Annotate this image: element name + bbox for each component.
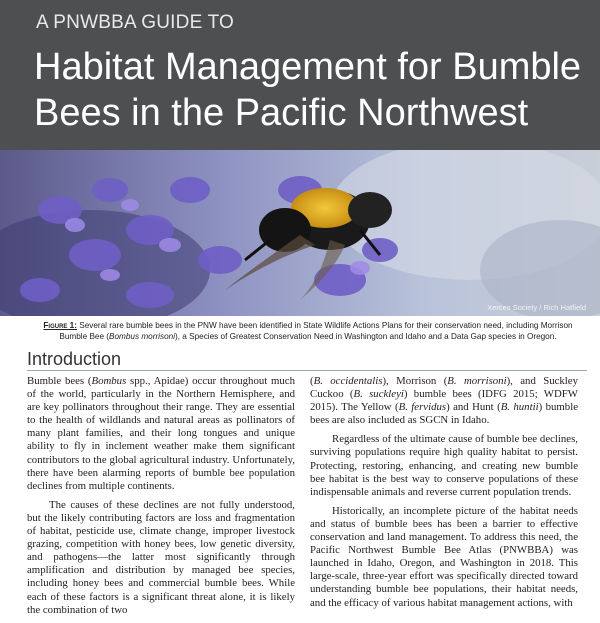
species-name: B. huntii <box>500 401 539 414</box>
body-column-right <box>310 375 578 616</box>
text-run: ) bumble bees (IDFG 2015; WDFW 2015). The Yellow ( <box>310 388 578 414</box>
header-banner <box>0 0 600 150</box>
text-run: ( <box>310 375 314 387</box>
caption-text-part-2: ), a Species of Greatest Conservation Need in Washington and Idaho and a Data Gap species in Oregon. <box>175 332 557 341</box>
species-name: B. suckleyi <box>353 388 404 401</box>
paragraph: Regardless of the ultimate cause of bumble bee declines, surviving populations require high quality habitat to persist. Protecting, restoring, enhancing, and creating new bumble bee habitat is the best way to conserve populations of these indispensable animals and reverse current population trends. <box>310 433 578 498</box>
paragraph: Historically, an incomplete picture of the habitat needs and status of bumble bees has been a barrier to effective conservation and land management. To address this need, the Pacific Northwest Bumble Bee Atlas (PNWBBA) was launched in Idaho, Oregon, and Washington in 2018. This large-scale, three-year effort was specifically directed toward understanding bumble bee populations, their habitat needs, and the efficacy of various habitat management actions, with <box>310 504 578 609</box>
species-name: B. morrisoni <box>447 375 507 387</box>
figure-caption <box>34 320 582 342</box>
species-name: B. occidentalis <box>313 375 383 387</box>
section-heading: Introduction <box>27 349 122 369</box>
text-run: Bumble bees ( <box>27 375 92 387</box>
paragraph: The causes of these declines are not fully understood, but the likely contributing factors are loss and fragmentation of habitat, pesticide use, climate change, improper livestock grazing, competition with honey bees, low genetic diversity, and pathogens—the latter most significantly through amplification and distribution by managed bee species, including honey bees and commercial bumble bees. While each of these factors is a significant threat alone, it is likely the combination of two <box>27 498 295 616</box>
paragraph <box>27 375 295 493</box>
text-run: ), Morrison ( <box>382 375 448 387</box>
body-column-left <box>27 375 295 623</box>
photo-credit: Xerces Society / Rich Hatfield <box>487 303 586 312</box>
figure-label: Figure 1: <box>43 321 77 330</box>
caption-text-part-1: Several rare bumble bees in the PNW have been identified in State Wildlife Actions Plans for their conservation need, including Morrison Bumble Bee ( <box>59 321 573 341</box>
species-name: B. fervidus <box>398 401 447 414</box>
text-run: ), and Suckley Cuckoo ( <box>310 375 578 401</box>
paragraph <box>310 375 578 427</box>
text-run: ) bumble bees are also included as SGCN in Idaho. <box>310 401 578 427</box>
bumble-bee-photo <box>0 150 600 316</box>
document-title: Habitat Management for Bumble Bees in the Pacific Northwest <box>34 46 582 134</box>
text-run: ) and Hunt ( <box>446 401 501 414</box>
text-run: spp., Apidae) occur throughout much of the world, particularly in the Northern Hemisphere, and are key pollinators throughout their range. They are essential to the health of wildlands and natural areas as pollinators of many plant families, and their long tongues and unique ability to fly in inclement weather make them significant contributors to the global agricultural industry. Unfortunately, there have been alarming reports of bumble bee population declines from multiple continents. <box>27 375 295 492</box>
caption-species-name: Bombus morrisoni <box>109 332 176 341</box>
guide-kicker: A PNWBBA GUIDE TO <box>36 12 235 33</box>
bee-on-flower-illustration <box>0 150 600 316</box>
section-rule-divider <box>27 370 587 371</box>
genus-name: Bombus <box>91 375 127 387</box>
